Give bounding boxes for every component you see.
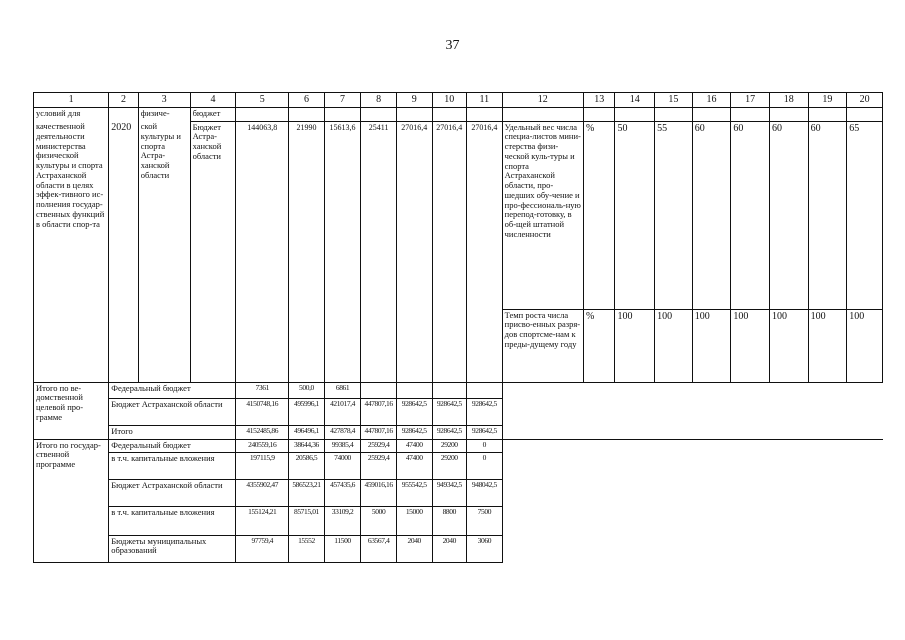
budget-value: 949342,5	[432, 479, 467, 506]
budget-value: 928642,5	[432, 398, 467, 425]
budget-value: 4152485,86	[236, 425, 289, 439]
indicator-value-empty	[655, 107, 693, 121]
budget-value: 6861	[324, 382, 361, 398]
budget-source-name: Итого	[109, 425, 236, 439]
budget-value: 7361	[236, 382, 289, 398]
budget-source-name: в т.ч. капитальные вложения	[109, 452, 236, 479]
funding-source-cell: Бюджет Астра-ханской области	[190, 121, 236, 382]
budget-source-name: Бюджет Астраханской области	[109, 479, 236, 506]
budget-value	[432, 382, 467, 398]
budget-value: 0	[467, 439, 503, 452]
indicator-value: 100	[655, 309, 693, 382]
column-number: 7	[324, 93, 361, 108]
budget-source-name: Бюджеты муниципальных образований	[109, 535, 236, 562]
budget-value: 20586,5	[289, 452, 325, 479]
indicator-value: 65	[847, 121, 883, 309]
main-row	[34, 121, 883, 309]
budget-source-name: Федеральный бюджет	[109, 439, 236, 452]
budget-value: 427878,4	[324, 425, 361, 439]
budget-value: 928642,5	[467, 425, 503, 439]
executor-text-top: физиче-	[138, 107, 190, 121]
activity-description: качественной деятельности министерства физической культуры и спорта Астраханской области в целях эффек-тивного ис-полнения государ-ственных функций в области спор-та	[34, 121, 109, 382]
column-number: 12	[502, 93, 583, 108]
indicator-value: 60	[769, 121, 808, 309]
budget-table	[33, 92, 883, 563]
budget-value: 496496,1	[289, 425, 325, 439]
budget-value: 15000	[396, 506, 432, 535]
budget-value	[396, 382, 432, 398]
budget-value: 74000	[324, 452, 361, 479]
budget-value: 33109,2	[324, 506, 361, 535]
column-number-row	[34, 93, 883, 108]
budget-value: 7500	[467, 506, 503, 535]
column-number: 8	[361, 93, 397, 108]
value-cell-empty	[361, 107, 397, 121]
budget-value: 99385,4	[324, 439, 361, 452]
column-number: 11	[467, 93, 503, 108]
indicator-unit: %	[583, 309, 615, 382]
activity-text-top: условий для	[34, 107, 109, 121]
budget-value: 29200	[432, 452, 467, 479]
budget-value: 25929,4	[361, 452, 397, 479]
indicator-value: 55	[655, 121, 693, 309]
indicator-value-empty	[769, 107, 808, 121]
indicator-name: Удельный вес числа специа-листов мини-стерства физи-ческой куль-туры и спорта Астраханской области, про-шедших обу-чение и про-фессиональ-ную перепод-готовку, в об-щей штатной численности	[502, 121, 583, 309]
budget-value: 8800	[432, 506, 467, 535]
dept-program-label: Итого по ве-домственной целевой про-грамме	[34, 382, 109, 439]
indicator-value-empty	[615, 107, 655, 121]
budget-value: 29200	[432, 439, 467, 452]
budget-value: 586523,21	[289, 479, 325, 506]
indicator-value: 100	[692, 309, 731, 382]
indicator-value: 100	[769, 309, 808, 382]
budget-source-name: Федеральный бюджет	[109, 382, 236, 398]
budget-value: 948042,5	[467, 479, 503, 506]
indicator-value: 100	[731, 309, 770, 382]
budget-value: 25929,4	[361, 439, 397, 452]
indicator-top-empty	[502, 107, 583, 121]
funding-value: 144063,8	[236, 121, 289, 382]
indicator-value: 60	[692, 121, 731, 309]
budget-value	[361, 382, 397, 398]
year-cell: 2020	[109, 121, 138, 382]
budget-value: 4355902,47	[236, 479, 289, 506]
indicator-value: 100	[808, 309, 847, 382]
column-number: 20	[847, 93, 883, 108]
dept-program-row	[34, 382, 883, 398]
table-body	[34, 93, 883, 563]
budget-value: 15552	[289, 535, 325, 562]
state-program-row	[34, 439, 883, 452]
budget-value: 38644,36	[289, 439, 325, 452]
column-number: 17	[731, 93, 770, 108]
budget-value: 240559,16	[236, 439, 289, 452]
indicator-value-empty	[847, 107, 883, 121]
column-number: 15	[655, 93, 693, 108]
funding-value: 27016,4	[432, 121, 467, 382]
budget-value: 928642,5	[396, 398, 432, 425]
source-text-top: бюджет	[190, 107, 236, 121]
indicator-value: 60	[731, 121, 770, 309]
budget-value: 47400	[396, 439, 432, 452]
column-number: 19	[808, 93, 847, 108]
budget-value: 63567,4	[361, 535, 397, 562]
funding-value: 21990	[289, 121, 325, 382]
indicator-name: Темп роста числа присво-енных разря-дов спортсме-нам к преды-дущему году	[502, 309, 583, 382]
budget-value: 3060	[467, 535, 503, 562]
column-number: 3	[138, 93, 190, 108]
budget-source-name: Бюджет Астраханской области	[109, 398, 236, 425]
budget-value: 928642,5	[396, 425, 432, 439]
value-cell-empty	[432, 107, 467, 121]
budget-value: 495996,1	[289, 398, 325, 425]
budget-value: 4150748,16	[236, 398, 289, 425]
column-number: 2	[109, 93, 138, 108]
budget-value: 2040	[396, 535, 432, 562]
column-number: 9	[396, 93, 432, 108]
column-number: 14	[615, 93, 655, 108]
indicator-value: 100	[847, 309, 883, 382]
budget-value: 11500	[324, 535, 361, 562]
value-cell-empty	[396, 107, 432, 121]
budget-value: 955542,5	[396, 479, 432, 506]
funding-value: 27016,4	[467, 121, 503, 382]
budget-value: 457435,6	[324, 479, 361, 506]
budget-value: 5000	[361, 506, 397, 535]
budget-value: 2040	[432, 535, 467, 562]
main-row-top	[34, 107, 883, 121]
column-number: 5	[236, 93, 289, 108]
budget-source-name: в т.ч. капитальные вложения	[109, 506, 236, 535]
budget-value: 447807,16	[361, 398, 397, 425]
blank-area	[502, 382, 882, 439]
column-number: 18	[769, 93, 808, 108]
column-number: 16	[692, 93, 731, 108]
budget-value: 459016,16	[361, 479, 397, 506]
funding-value: 25411	[361, 121, 397, 382]
indicator-value-empty	[808, 107, 847, 121]
state-program-label: Итого по государ-ственной программе	[34, 439, 109, 562]
indicator-value: 50	[615, 121, 655, 309]
value-cell-empty	[324, 107, 361, 121]
budget-value: 155124,21	[236, 506, 289, 535]
page-number: 37	[445, 38, 460, 53]
funding-value: 27016,4	[396, 121, 432, 382]
column-number: 1	[34, 93, 109, 108]
indicator-value: 60	[808, 121, 847, 309]
budget-value: 97759,4	[236, 535, 289, 562]
indicator-unit: %	[583, 121, 615, 309]
budget-value	[467, 382, 503, 398]
column-number: 4	[190, 93, 236, 108]
budget-value: 928642,5	[432, 425, 467, 439]
budget-value: 47400	[396, 452, 432, 479]
budget-value: 421017,4	[324, 398, 361, 425]
year-cell-top	[109, 107, 138, 121]
executor-cell: ской культуры и спорта Астра-ханской области	[138, 121, 190, 382]
indicator-value-empty	[583, 107, 615, 121]
indicator-value-empty	[692, 107, 731, 121]
budget-value: 0	[467, 452, 503, 479]
budget-value: 928642,5	[467, 398, 503, 425]
budget-value: 447807,16	[361, 425, 397, 439]
column-number: 6	[289, 93, 325, 108]
value-cell-empty	[236, 107, 289, 121]
blank-area	[502, 439, 882, 562]
indicator-value: 100	[615, 309, 655, 382]
value-cell-empty	[467, 107, 503, 121]
indicator-value-empty	[731, 107, 770, 121]
budget-value: 85715,01	[289, 506, 325, 535]
budget-value: 500,0	[289, 382, 325, 398]
value-cell-empty	[289, 107, 325, 121]
column-number: 10	[432, 93, 467, 108]
column-number: 13	[583, 93, 615, 108]
funding-value: 15613,6	[324, 121, 361, 382]
budget-value: 197115,9	[236, 452, 289, 479]
